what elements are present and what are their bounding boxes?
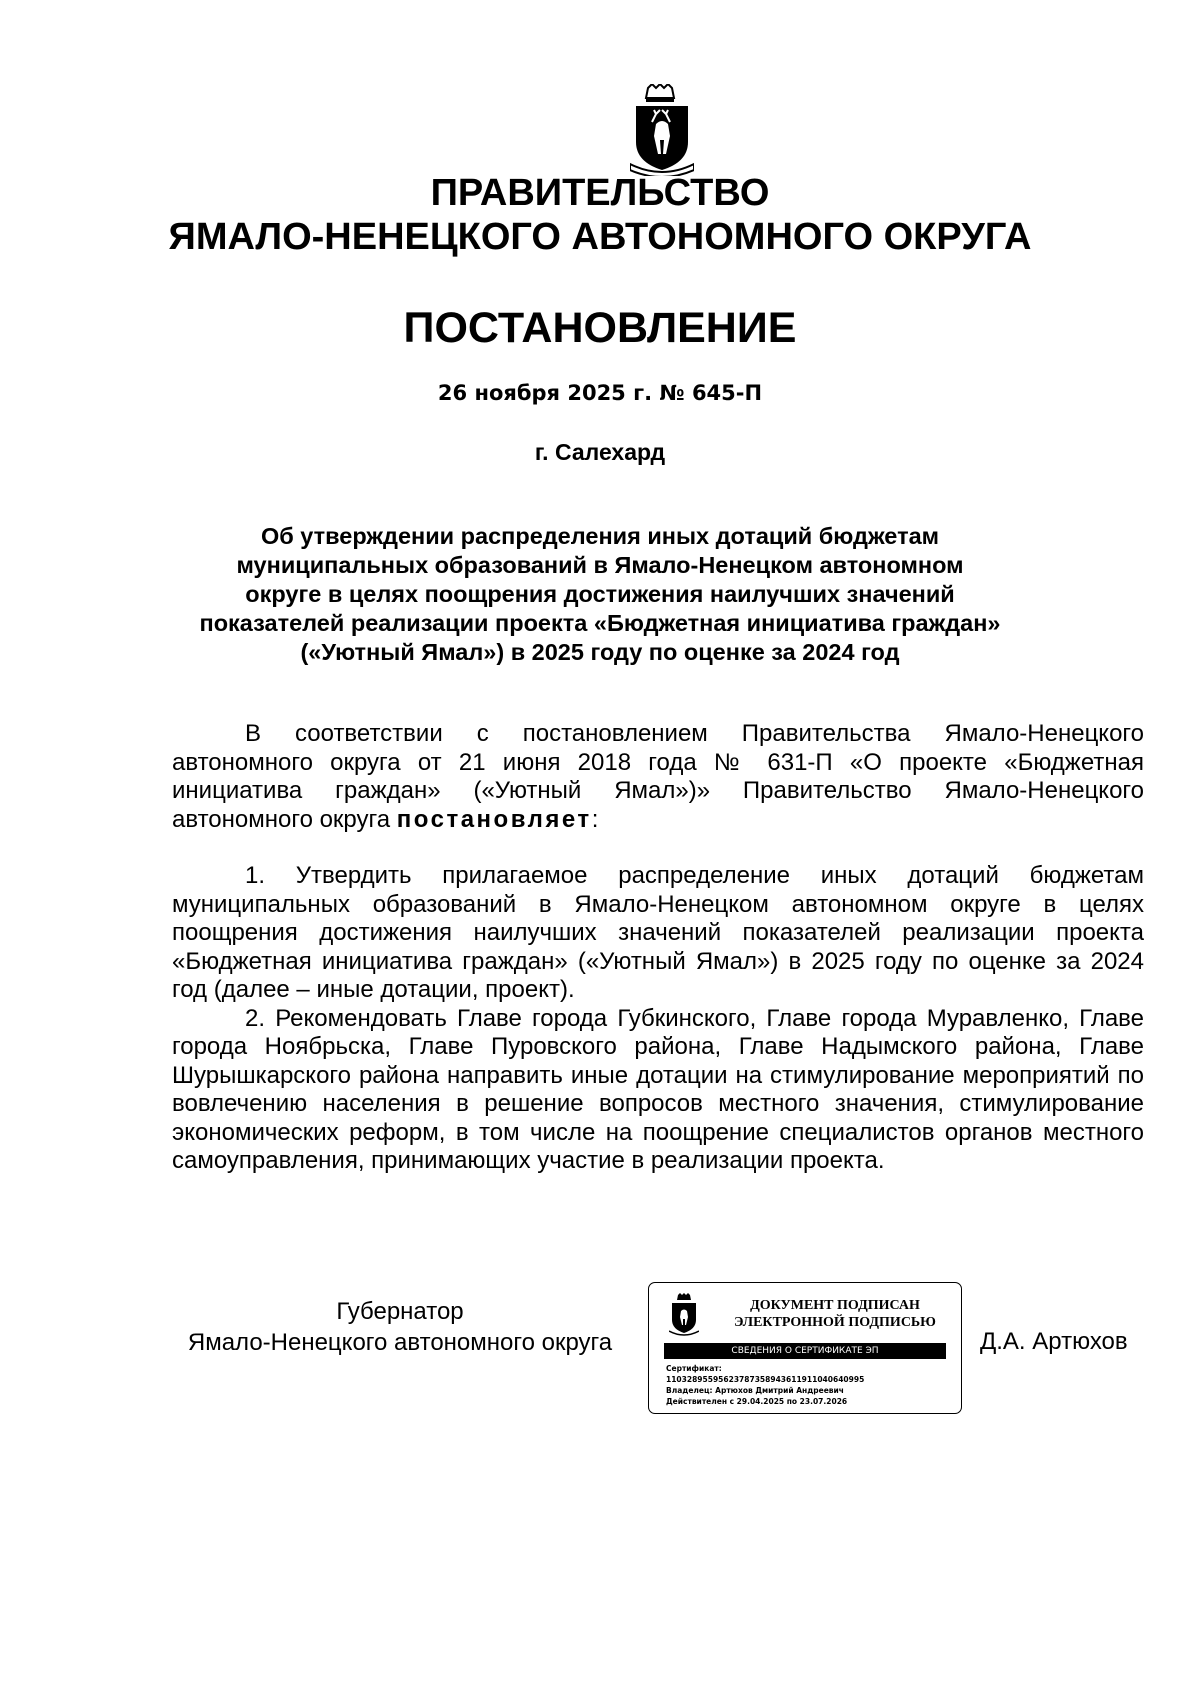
government-title-line1: ПРАВИТЕЛЬСТВО <box>430 172 770 214</box>
document-subject <box>180 522 1020 667</box>
item-2-paragraph: 2. Рекомендовать Главе города Губкинского, Главе города Муравленко, Главе города Ноябрьска, Главе Пуровского района, Главе Надымского района, Главе Шурышкарского района направить иные дотации на стимулирование мероприятий по вовлечению населения в решение вопросов местного значения, стимулирование экономических реформ, в том числе на поощрение специалистов органов местного самоуправления, принимающих участие в реализации проекта. <box>172 1004 1144 1174</box>
position-line1: Губернатор <box>336 1298 464 1325</box>
preamble-end: : <box>591 805 599 833</box>
stamp-owner: Владелец: Артюхов Дмитрий Андреевич <box>666 1386 844 1395</box>
stamp-title-line1: ДОКУМЕНТ ПОДПИСАН <box>750 1298 920 1313</box>
document-type: ПОСТАНОВЛЕНИЕ <box>403 304 797 352</box>
position-line2: Ямало-Ненецкого автономного округа <box>187 1329 613 1356</box>
stamp-cert-label: Сертификат: <box>666 1364 722 1373</box>
electronic-signature-stamp <box>648 1282 962 1414</box>
city: г. Салехард <box>534 439 666 465</box>
item-1-paragraph: 1. Утвердить прилагаемое распределение иных дотаций бюджетам муниципальных образований в Ямало-Ненецком автономном округе в целях поощрения достижения наилучших значений показателей реализации проекта «Бюджетная инициатива граждан» («Уютный Ямал») в 2025 году по оценке за 2024 год (далее – иные дотации, проект). <box>172 862 1144 1003</box>
stamp-details <box>666 1363 864 1407</box>
preamble-keyword: постановляет <box>396 805 592 833</box>
stamp-info-bar: СВЕДЕНИЯ О СЕРТИФИКАТЕ ЭП <box>664 1343 946 1359</box>
subject-line: муниципальных образований в Ямало-Ненецком автономном <box>236 552 964 578</box>
preamble-text: В соответствии с постановлением Правительства Ямало-Ненецкого автономного округа от 21 июня 2018 года № 631-П «О проекте «Бюджетная инициатива граждан» («Уютный Ямал»)» Правительство Ямало-Ненецкого автономного округа <box>172 720 1144 833</box>
subject-line: («Уютный Ямал») в 2025 году по оценке за 2024 год <box>300 639 900 665</box>
signatory-name: Д.А. Артюхов <box>980 1328 1128 1355</box>
signatory-position <box>150 1296 650 1358</box>
stamp-title-line2: ЭЛЕКТРОННОЙ ПОДПИСЬЮ <box>734 1315 936 1330</box>
subject-line: округе в целях поощрения достижения наилучших значений <box>245 581 955 607</box>
subject-line: Об утверждении распределения иных дотаций бюджетам <box>260 523 940 549</box>
date-number: 26 ноября 2025 г. № 645-П <box>437 381 763 405</box>
stamp-title <box>715 1297 955 1331</box>
document-body <box>172 720 1144 1176</box>
government-title-line2: ЯМАЛО-НЕНЕЦКОГО АВТОНОМНОГО ОКРУГА <box>168 216 1032 258</box>
preamble-paragraph <box>172 720 1144 834</box>
coat-of-arms-icon <box>630 84 694 176</box>
subject-line: показателей реализации проекта «Бюджетная инициатива граждан» <box>199 610 1001 636</box>
stamp-coat-of-arms-icon <box>669 1293 699 1337</box>
stamp-valid: Действителен с 29.04.2025 по 23.07.2026 <box>666 1397 848 1406</box>
stamp-cert-number: 11032895595623787358943611911040640995 <box>666 1375 865 1384</box>
